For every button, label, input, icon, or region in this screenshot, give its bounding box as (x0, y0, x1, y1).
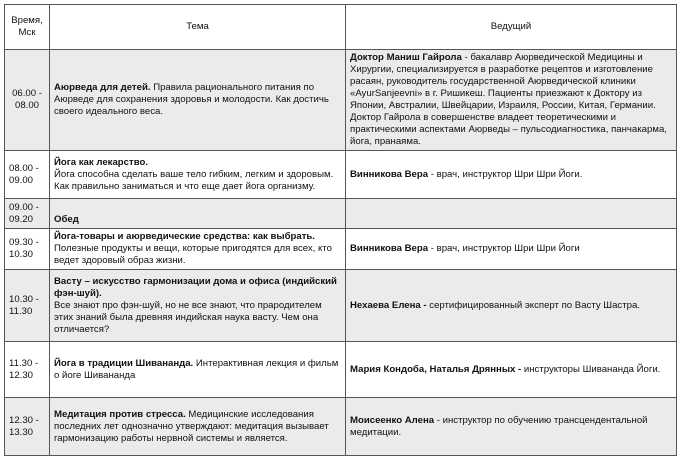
row-topic (50, 398, 346, 456)
row-topic (50, 270, 346, 342)
row-host (346, 229, 677, 270)
row-topic (50, 50, 346, 151)
topic-text: Интерактивная лекция и фильм о йоге Шивананда (54, 357, 339, 381)
row-time: 08.00 - 09.00 (5, 151, 50, 199)
host-text: - бакалавр Аюрведической Медицины и Хирургии, специализируется в разработке рецептов и изготовление расаян, руководитель государственной Аюрведической клиники «AyurSanjeevni» в г. Ришикеш. Пациенты приезжают к Доктору из Японии, Австралии, Швейцарии, Израиля, России, Китая, Германии. Доктор Гайрола в совершенстве владеет теоретическими и практическими аспектами Аюрведы – пульсодиагностика, панчакарма, йога, пранаяма. (350, 52, 667, 147)
topic-text: Правила рационального питания по Аюрведе для сохранения здоровья и молодости. Как достичь своего идеального веса. (54, 82, 329, 117)
schedule-row (5, 398, 677, 456)
row-time: 09.30 - 10.30 (5, 229, 50, 270)
host-text: сертифицированный эксперт по Васту Шастра. (426, 299, 640, 311)
row-host (346, 398, 677, 456)
topic-title: Йога в традиции Шивананда. (54, 357, 194, 369)
header-topic: Тема (50, 5, 346, 50)
row-host (346, 151, 677, 199)
topic-title: Обед (54, 213, 79, 225)
header-host: Ведущий (346, 5, 677, 50)
topic-text: Медицинские исследования последних лет однозначно утверждают: медитация вызывает гармонизацию работы нервной системы и является. (54, 408, 329, 444)
row-time: 06.00 - 08.00 (5, 50, 50, 151)
schedule-row (5, 270, 677, 342)
topic-title: Йога-товары и аюрведические средства: как выбрать. (54, 231, 315, 242)
host-text: - врач, инструктор Шри Шри Йоги (428, 243, 580, 254)
topic-title: Медитация против стресса. (54, 408, 186, 420)
row-topic (50, 229, 346, 270)
host-name: Винникова Вера (350, 243, 429, 254)
schedule-row (5, 151, 677, 199)
row-time: 09.00 - 09.20 (5, 199, 50, 229)
row-host (346, 270, 677, 342)
schedule-row (5, 229, 677, 270)
host-name: Нехаева Елена - (350, 299, 427, 311)
host-text: - инструктор по обучению трансцендентальной медитации. (350, 414, 648, 438)
schedule-table (4, 4, 677, 456)
topic-text: Полезные продукты и вещи, которые пригодятся для всех, кто ведет здоровый образ жизни. (54, 243, 332, 266)
row-time: 11.30 - 12.30 (5, 342, 50, 398)
header-time: Время, Мск (5, 5, 50, 50)
row-host (346, 342, 677, 398)
row-topic (50, 199, 346, 229)
schedule-row (5, 199, 677, 229)
host-name: Мария Кондоба, Наталья Дрянных - (350, 363, 522, 375)
row-time: 12.30 - 13.30 (5, 398, 50, 456)
topic-title: Васту – искусство гармонизации дома и офиса (индийский фэн-шуй). (54, 275, 337, 299)
topic-title: Аюрведа для детей. (54, 82, 151, 93)
host-name: Доктор Маниш Гайрола (350, 52, 462, 63)
topic-title: Йога как лекарство. (54, 156, 148, 168)
host-text: - врач, инструктор Шри Шри Йоги. (428, 168, 583, 180)
host-name: Винникова Вера (350, 168, 429, 180)
row-time: 10.30 - 11.30 (5, 270, 50, 342)
topic-text: Все знают про фэн-шуй, но не все знают, что прародителем этих знаний была древняя индийская наука васту. Чем она отличается? (54, 299, 322, 335)
host-text: инструкторы Шивананда Йоги. (521, 363, 661, 375)
row-host (346, 199, 677, 229)
host-name: Моисеенко Алена (350, 414, 435, 426)
schedule-row (5, 342, 677, 398)
row-topic (50, 342, 346, 398)
schedule-row (5, 50, 677, 151)
row-host (346, 50, 677, 151)
topic-text: Йога способна сделать ваше тело гибким, легким и здоровым. Как правильно заниматься и что еще дает йога организму. (54, 168, 334, 192)
row-topic (50, 151, 346, 199)
header-row (5, 5, 677, 50)
